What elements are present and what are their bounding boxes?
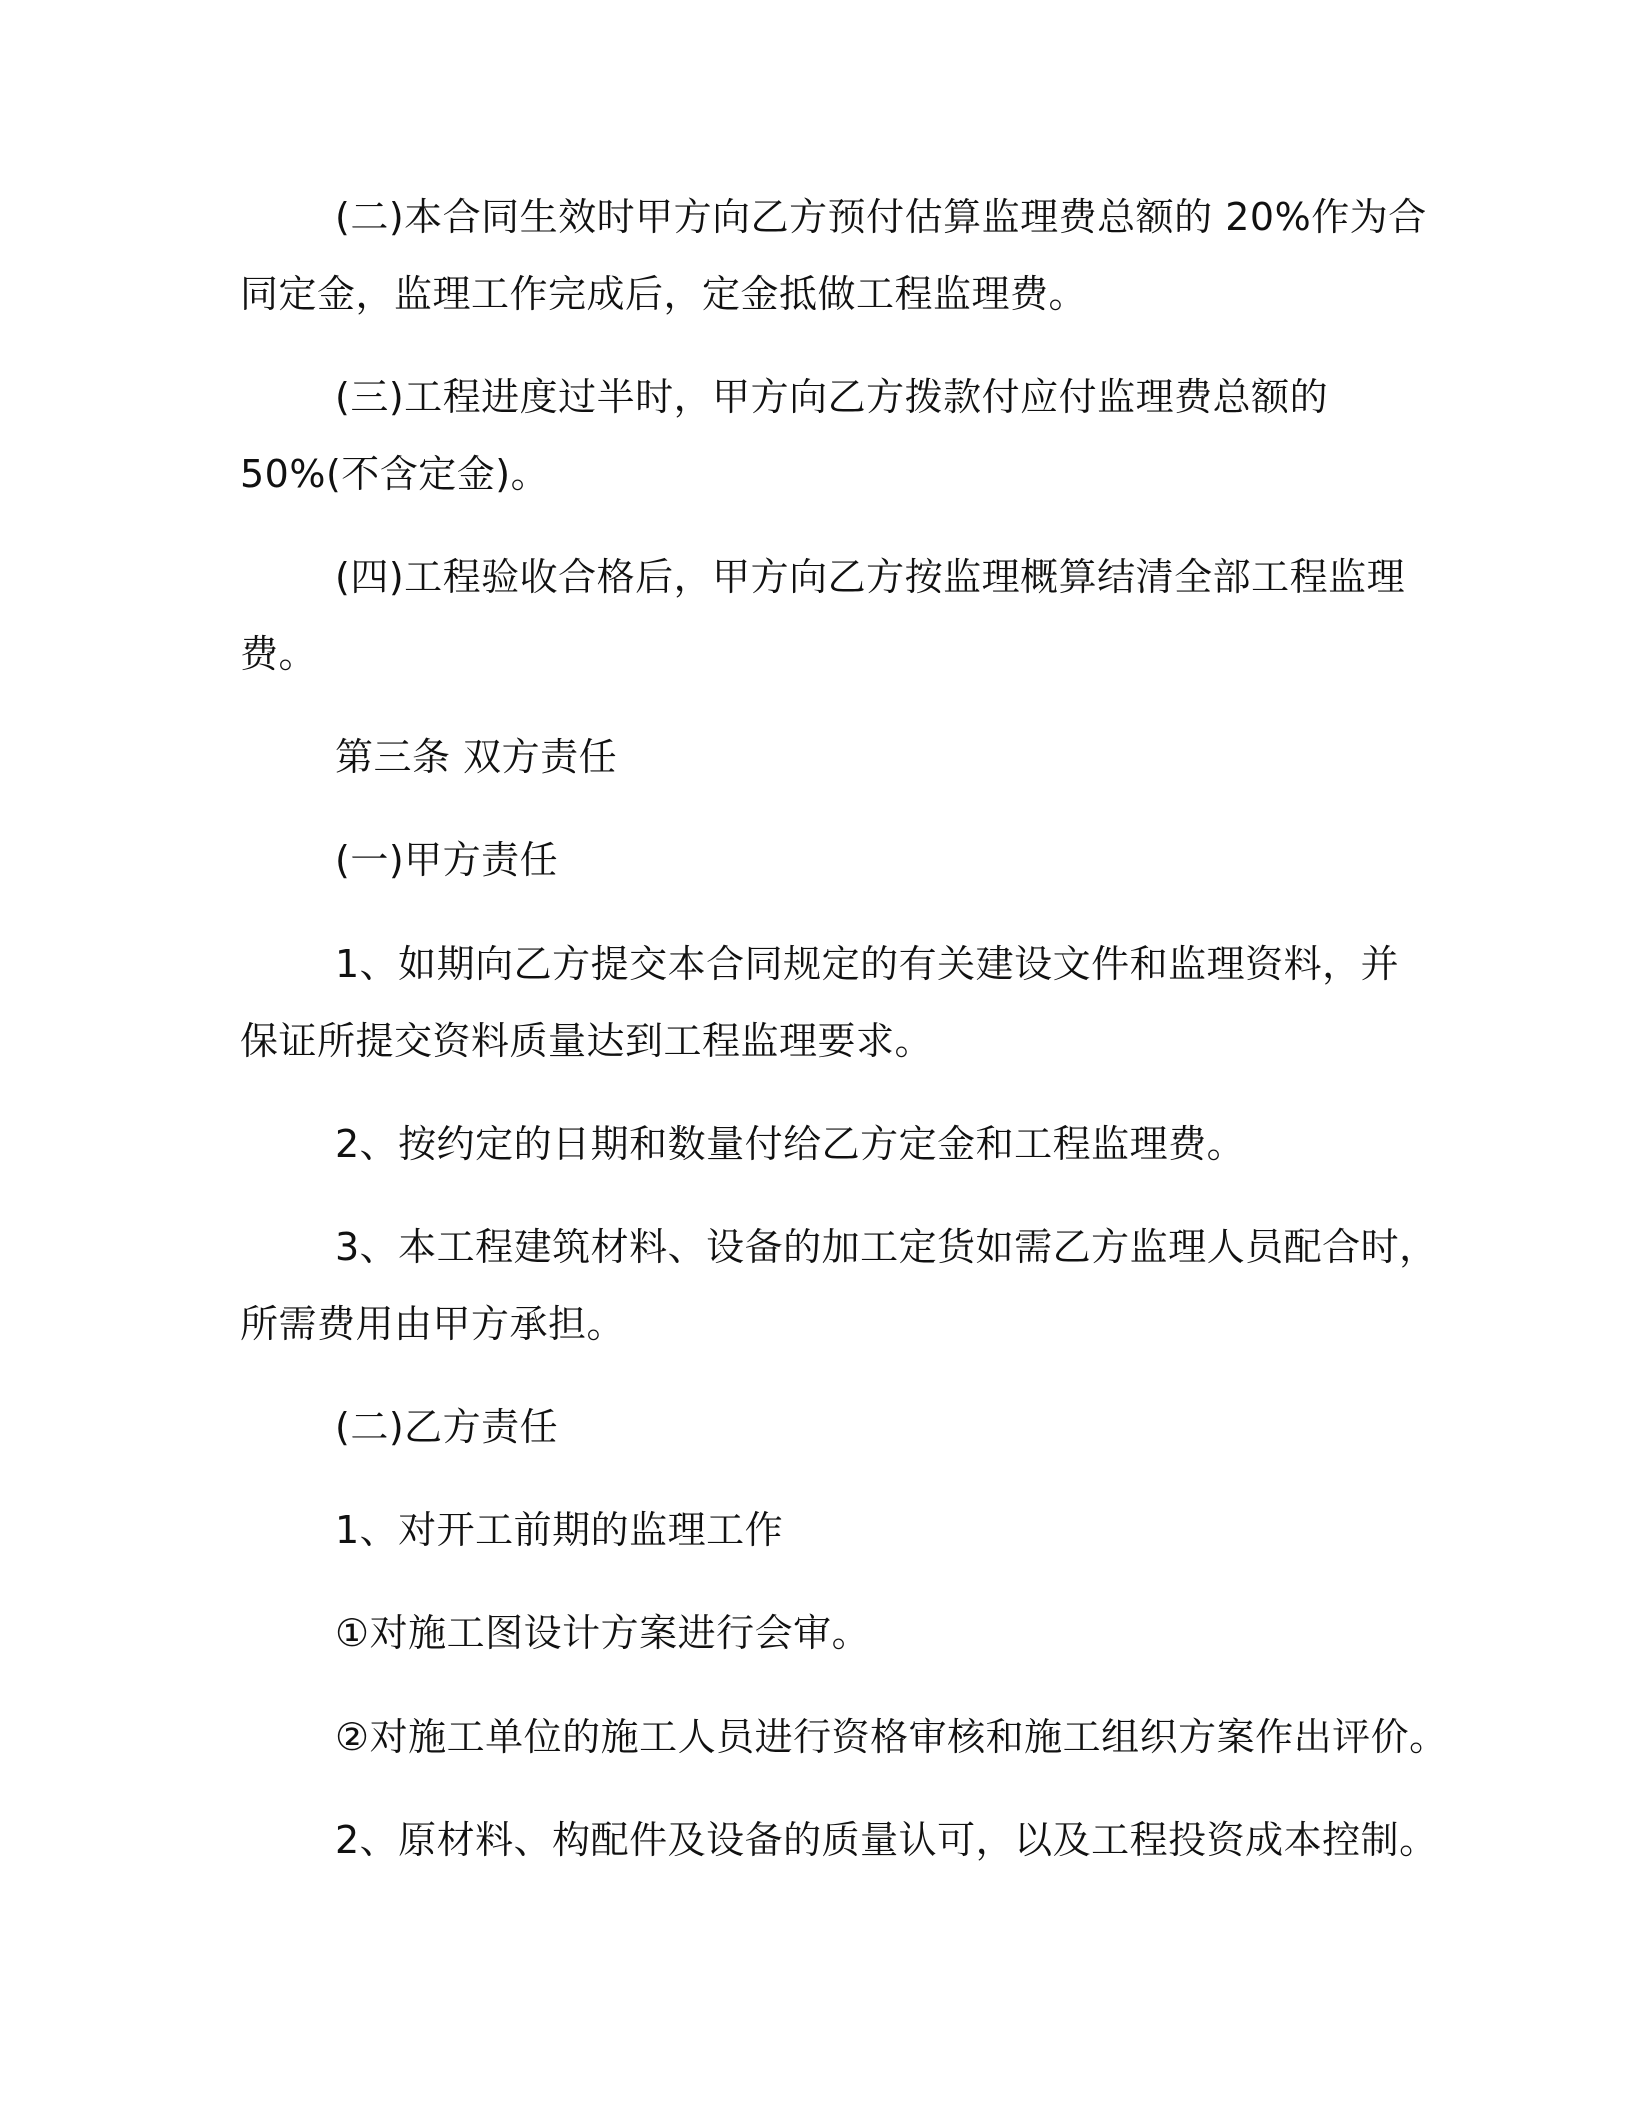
paragraph-line: 3、本工程建筑材料、设备的加工定货如需乙方监理人员配合时， — [335, 1225, 1438, 1269]
paragraph-line: 保证所提交资料质量达到工程监理要求。 — [240, 1019, 934, 1063]
paragraph-line: ①对施工图设计方案进行会审。 — [335, 1611, 871, 1655]
paragraph-line: 同定金，监理工作完成后，定金抵做工程监理费。 — [240, 272, 1088, 316]
paragraph-line: 2、按约定的日期和数量付给乙方定金和工程监理费。 — [335, 1122, 1246, 1166]
paragraph-line: 1、如期向乙方提交本合同规定的有关建设文件和监理资料，并 — [335, 942, 1400, 986]
paragraph-line: ②对施工单位的施工人员进行资格审核和施工组织方案作出评价。 — [335, 1715, 1448, 1759]
paragraph-line: (四)工程验收合格后，甲方向乙方按监理概算结清全部工程监理 — [335, 555, 1406, 599]
paragraph-line: 费。 — [240, 632, 318, 676]
paragraph-line: (二)本合同生效时甲方向乙方预付估算监理费总额的 20%作为合 — [335, 195, 1427, 239]
subsection-heading: (一)甲方责任 — [335, 838, 559, 882]
section-heading: 第三条 双方责任 — [335, 735, 618, 779]
subsection-heading: (二)乙方责任 — [335, 1405, 559, 1449]
paragraph-line: 2、原材料、构配件及设备的质量认可，以及工程投资成本控制。 — [335, 1818, 1438, 1862]
paragraph-line: 所需费用由甲方承担。 — [240, 1302, 626, 1346]
paragraph-line: (三)工程进度过半时，甲方向乙方拨款付应付监理费总额的 — [335, 375, 1329, 419]
paragraph-line: 50%(不含定金)。 — [240, 452, 550, 496]
paragraph-line: 1、对开工前期的监理工作 — [335, 1508, 784, 1552]
